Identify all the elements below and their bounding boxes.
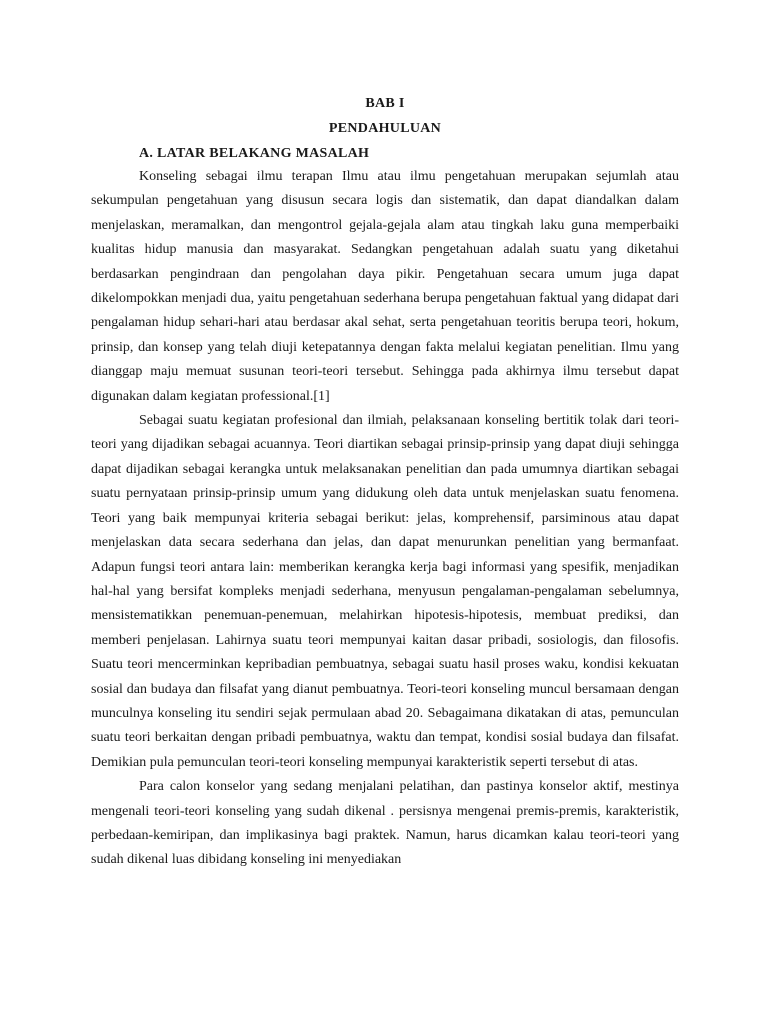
section-heading: A. LATAR BELAKANG MASALAH: [139, 146, 370, 161]
chapter-number: BAB I: [365, 96, 405, 111]
paragraph-1: Konseling sebagai ilmu terapan Ilmu atau ilmu pengetahuan merupakan sejumlah atau sekumpulan pengetahuan yang disusun secara logis dan sistematik, dan dapat diandalkan dalam menjelaskan, meramalkan, dan mengontrol gejala-gejala alam atau tingkah laku guna memperbaiki kualitas hidup manusia dan masyarakat. Sedangkan pengetahuan adalah suatu yang diketahui berdasarkan pengindraan dan pengolahan daya pikir. Pengetahuan secara umum juga dapat dikelompokkan menjadi dua, yaitu pengetahuan sederhana berupa pengetahuan faktual yang didapat dari pengalaman hidup sehari-hari atau berdasar akal sehat, serta pengetahuan teoritis berupa teori, hokum, prinsip, dan konsep yang telah diuji ketepatannya dengan fakta melalui kegiatan penelitian. Ilmu yang dianggap maju memuat susunan teori-teori tersebut. Sehingga pada akhirnya ilmu tersebut dapat digunakan dalam kegiatan professional.[1]: [91, 169, 679, 404]
paragraph-2: Sebagai suatu kegiatan profesional dan ilmiah, pelaksanaan konseling bertitik tolak dari teori-teori yang dijadikan sebagai acuannya. Teori diartikan sebagai prinsip-prinsip yang dapat diuji sehingga dapat dijadikan sebagai kerangka untuk melaksanakan penelitian dan pada umumnya diartikan sebagai suatu pernyataan prinsip-prinsip umum yang didukung oleh data untuk menjelaskan suatu fenomena. Teori yang baik mempunyai kriteria sebagai berikut: jelas, komprehensif, parsiminous atau dapat menjelaskan data secara sederhana dan jelas, dan dapat menurunkan penelitian yang bermanfaat. Adapun fungsi teori antara lain: memberikan kerangka kerja bagi informasi yang spesifik, menjadikan hal-hal yang bersifat kompleks menjadi sederhana, menyusun pengalaman-pengalaman sebelumnya, mensistematikkan penemuan-penemuan, melahirkan hipotesis-hipotesis, membuat prediksi, dan memberi penjelasan. Lahirnya suatu teori mempunyai kaitan dasar pribadi, sosiologis, dan filosofis. Suatu teori mencerminkan kepribadian pembuatnya, sebagai suatu hasil proses waku, kondisi kekuatan sosial dan budaya dan filsafat yang dianut pembuatnya. Teori-teori konseling muncul bersamaan dengan munculnya konseling itu sendiri sejak permulaan abad 20. Sebagaimana dikatakan di atas, pemunculan suatu teori berkaitan dengan pribadi pembuatnya, waktu dan tempat, kondisi sosial budaya dan filsafat. Demikian pula pemunculan teori-teori konseling mempunyai karakteristik seperti tersebut di atas.: [91, 413, 679, 770]
paragraph-3: Para calon konselor yang sedang menjalani pelatihan, dan pastinya konselor aktif, mestinya mengenali teori-teori konseling yang sudah dikenal . persisnya mengenai premis-premis, karakteristik, perbedaan-kemiripan, dan implikasinya bagi praktek. Namun, harus dicamkan kalau teori-teori yang sudah dikenal luas dibidang konseling ini menyediakan: [91, 779, 679, 868]
chapter-title: PENDAHULUAN: [328, 121, 442, 136]
